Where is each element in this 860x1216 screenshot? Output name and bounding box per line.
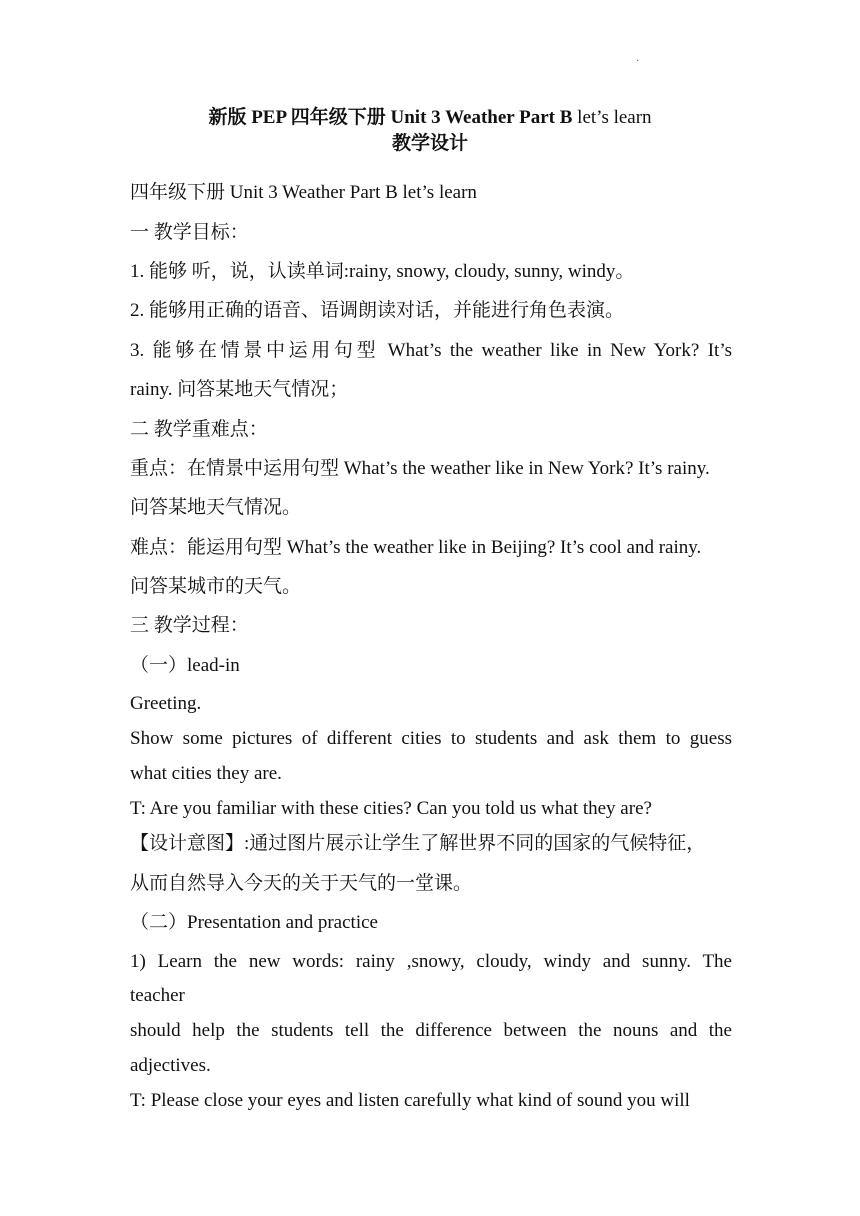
- greeting-line: Greeting.: [130, 693, 202, 714]
- key-point-line-1: 重点：在情景中运用句型 What’s the weather like in New York? It’s rainy.: [130, 458, 710, 479]
- new-words-line-4: adjectives.: [130, 1055, 211, 1076]
- difficulty-line-1: 难点：能运用句型 What’s the weather like in Beijing? It’s cool and rainy.: [130, 537, 702, 558]
- key-point-line-2: 问答某地天气情况。: [130, 497, 302, 518]
- new-words-line-3: should help the students tell the difference between the nouns and the: [130, 1020, 732, 1041]
- step-heading-presentation: （二）Presentation and practice: [130, 912, 378, 933]
- document-title: [0, 105, 860, 131]
- section-heading-key-points: 二 教学重难点：: [130, 419, 268, 440]
- section-heading-process: 三 教学过程：: [130, 615, 249, 636]
- title-bold-part: 新版 PEP 四年级下册 Unit 3 Weather Part B: [208, 107, 573, 128]
- course-line: 四年级下册 Unit 3 Weather Part B let’s learn: [130, 182, 477, 203]
- objective-2: 2. 能够用正确的语音、语调朗读对话，并能进行角色表演。: [130, 300, 625, 321]
- objective-1: 1. 能够 听，说，认读单词:rainy, snowy, cloudy, sunny, windy。: [130, 261, 635, 282]
- design-intent-line-1: 【设计意图】:通过图片展示让学生了解世界不同的国家的气候特征，: [130, 833, 706, 854]
- new-words-line-2: teacher: [130, 985, 185, 1006]
- objective-3-line-2: rainy. 问答某地天气情况；: [130, 379, 349, 400]
- title-normal-part: let’s learn: [572, 107, 652, 128]
- step-heading-lead-in: （一）lead-in: [130, 655, 240, 676]
- teacher-instruction-line: T: Please close your eyes and listen carefully what kind of sound you will: [130, 1090, 690, 1111]
- lead-in-para-line-2: what cities they are.: [130, 763, 282, 784]
- difficulty-line-2: 问答某城市的天气。: [130, 576, 302, 597]
- header-mark: ·: [636, 56, 640, 67]
- design-intent-line-2: 从而自然导入今天的关于天气的一堂课。: [130, 873, 473, 894]
- new-words-line-1: 1) Learn the new words: rainy ,snowy, cloudy, windy and sunny. The: [130, 951, 732, 972]
- objective-3-line-1: 3. 能够在情景中运用句型 What’s the weather like in New York? It’s: [130, 340, 732, 361]
- section-heading-objectives: 一 教学目标：: [130, 222, 249, 243]
- teacher-question-line: T: Are you familiar with these cities? Can you told us what they are?: [130, 798, 652, 819]
- document-subtitle: 教学设计: [391, 133, 468, 154]
- lead-in-para-line-1: Show some pictures of different cities to students and ask them to guess: [130, 728, 732, 749]
